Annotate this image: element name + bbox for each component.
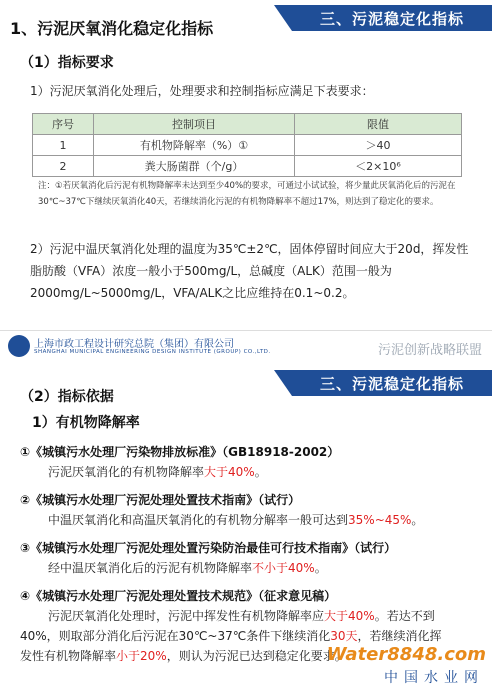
table-cell: ＞40 xyxy=(295,135,462,156)
watermark: 污泥创新战略联盟 xyxy=(377,343,482,358)
table-header: 序号 xyxy=(33,114,94,135)
item-text: 40%，则取部分消化后污泥在30℃~37℃条件下继续消化 xyxy=(20,629,331,643)
section-banner: 三、污泥稳定化指标 xyxy=(292,5,492,31)
company-name-en: SHANGHAI MUNICIPAL ENGINEERING DESIGN INSTITUTE (GROUP) CO.,LTD. xyxy=(34,349,271,355)
water8848-logo: Water8848.com xyxy=(326,644,486,665)
table-header: 控制项目 xyxy=(94,114,295,135)
item-title: 1）有机物降解率 xyxy=(32,415,140,431)
item-text-tail: ，则认为污泥已达到稳定化要求。 xyxy=(166,649,347,663)
table-header: 限值 xyxy=(295,114,462,135)
item-heading: ③《城镇污水处理厂污泥处理处置污染防治最佳可行技术指南》（试行） xyxy=(20,541,397,555)
page-title: 1、污泥厌氧消化稳定化指标 xyxy=(10,19,214,38)
item-text: 发性有机物降解率 xyxy=(20,649,117,663)
table-cell: 有机物降解率（%）① xyxy=(94,135,295,156)
item-text-tail: 。 xyxy=(314,561,327,575)
item-heading: ①《城镇污水处理厂污染物排放标准》（GB18918-2002） xyxy=(20,445,340,459)
second-paragraph: 2）污泥中温厌氧消化处理的温度为35℃±2℃，固体停留时间应大于20d，挥发性脂肪酸（VFA）浓度一般小于500mg/L，总碱度（ALK）范围一般为2000mg/L~5000mg/L，VFA/ALK之比应维持在0.1~0.2。 xyxy=(30,242,469,300)
company-logo-icon xyxy=(8,335,30,357)
item-highlight: 不小于40% xyxy=(252,561,315,575)
list-item xyxy=(20,490,480,530)
table-header-row xyxy=(33,114,462,135)
item-highlight: 35%~45% xyxy=(348,513,412,527)
table-cell: 2 xyxy=(33,156,94,177)
water-cn-logo: 中国水业网 xyxy=(384,670,484,686)
item-text-tail: 。若达不到 xyxy=(374,609,435,623)
subheading: （1）指标要求 xyxy=(20,55,114,71)
item-text-tail: ，若继续消化挥 xyxy=(357,629,442,643)
section-banner: 三、污泥稳定化指标 xyxy=(292,370,492,396)
item-text-tail: 。 xyxy=(254,465,267,479)
item-heading: ④《城镇污水处理厂污泥处理处置技术规范》（征求意见稿） xyxy=(20,589,337,603)
slide-1 xyxy=(0,0,492,330)
item-text-tail: 。 xyxy=(411,513,424,527)
item-text: 污泥厌氧消化的有机物降解率 xyxy=(48,465,205,479)
item-text: 中温厌氧消化和高温厌氧消化的有机物分解率一般可达到 xyxy=(48,513,349,527)
slide-2 xyxy=(0,330,492,691)
table-cell: 粪大肠菌群（个/g） xyxy=(94,156,295,177)
item-text: 经中温厌氧消化后的污泥有机物降解率 xyxy=(48,561,253,575)
item-heading: ②《城镇污水处理厂污泥处理处置技术指南》（试行） xyxy=(20,493,301,507)
item-highlight: 大于40% xyxy=(324,609,375,623)
subheading: （2）指标依据 xyxy=(20,389,114,405)
item-highlight: 30天 xyxy=(330,629,358,643)
list-item xyxy=(20,538,480,578)
logo-bar xyxy=(0,330,492,363)
item-highlight: 大于40% xyxy=(204,465,255,479)
item-highlight: 小于20% xyxy=(116,649,167,663)
table-row xyxy=(33,156,462,177)
table-note: 注：①若厌氧消化后污泥有机物降解率未达到至少40%的要求，可通过小试试验，将少量此厌氧消化后的污泥在30℃~37℃下继续厌氧消化40天，若继续消化污泥的有机物降解率不超过17%，则达到了稳定化的要求。 xyxy=(38,181,456,207)
table-cell: 1 xyxy=(33,135,94,156)
company-name: 上海市政工程设计研究总院（集团）有限公司 xyxy=(34,339,234,350)
table-row xyxy=(33,135,462,156)
list-item xyxy=(20,442,480,482)
requirements-table xyxy=(32,113,462,177)
item-text: 污泥厌氧消化处理时，污泥中挥发性有机物降解率应 xyxy=(48,609,325,623)
intro-paragraph: 1）污泥厌氧消化处理后，处理要求和控制指标应满足下表要求： xyxy=(30,84,374,98)
table-cell: ＜2×10⁶ xyxy=(295,156,462,177)
